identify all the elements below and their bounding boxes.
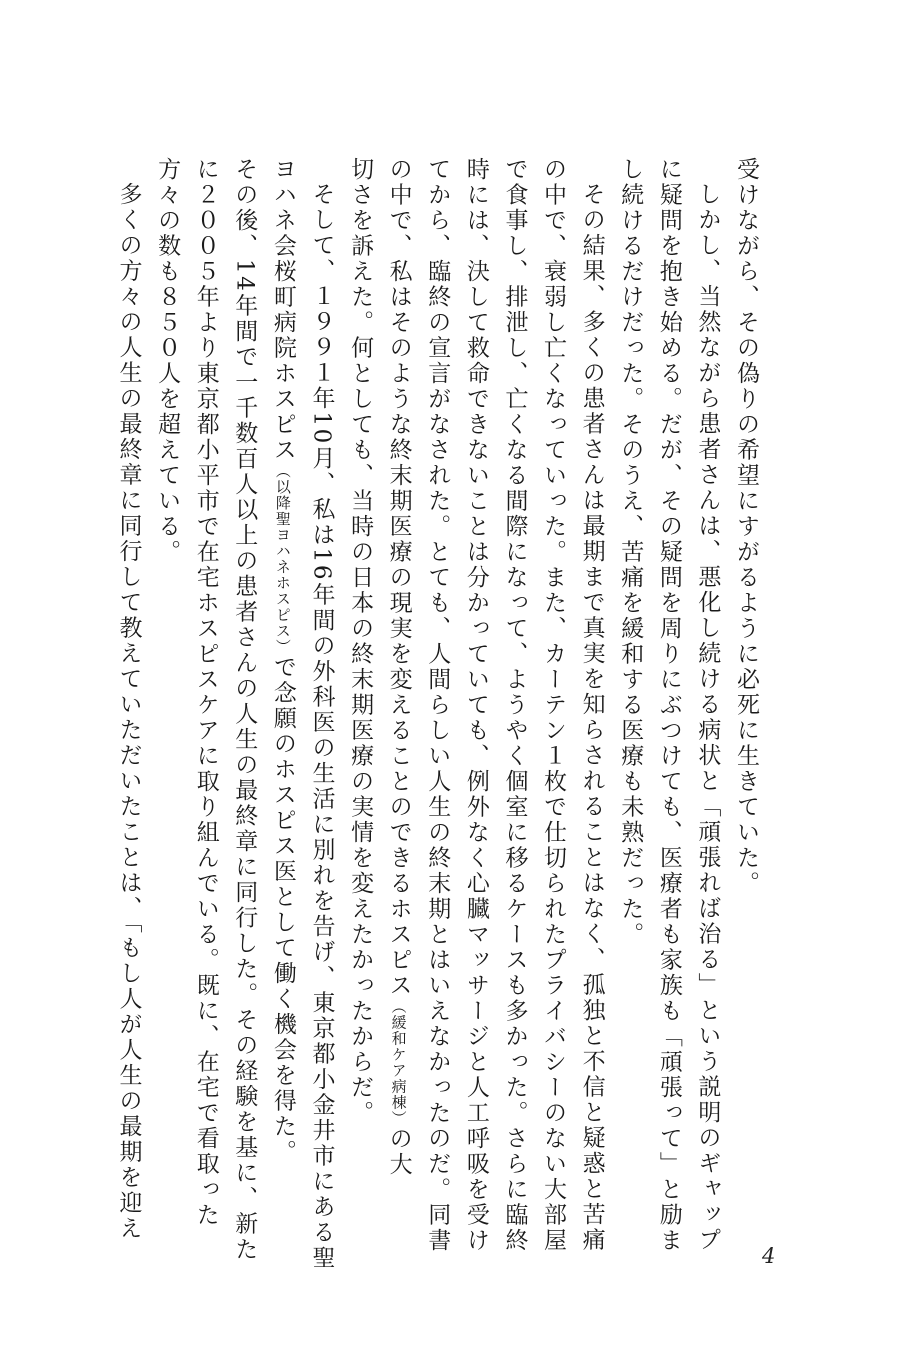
text-line: しかし、当然ながら患者さんは、悪化し続ける病状と「頑張れば治る」という説明のギャップ xyxy=(694,182,721,1254)
text-line: の中で、衰弱し亡くなっていった。また、カーテン１枚で仕切られたプライバシーのない大部屋 xyxy=(540,157,567,1254)
page-number: 4 xyxy=(762,1244,776,1268)
text-line: 方々の数も８５０人を超えている。 xyxy=(154,157,181,565)
text-line: 時には、決して救命できないことは分かっていても、例外なく心臓マッサージと人工呼吸を受け xyxy=(462,157,489,1254)
text-annotation: （緩和ケア病棟） xyxy=(389,998,408,1127)
text-line: に２００５年より東京都小平市で在宅ホスピスケアに取り組んでいる。既に、在宅で看取った xyxy=(192,157,219,1228)
vertical-text-body xyxy=(115,157,765,1271)
text-segment: で念願のホスピス医として働く機会を得た。 xyxy=(269,655,296,1165)
text-line: に疑問を抱き始める。だが、その疑問を周りにぶつけても、医療者も家族も「頑張って」と励ま xyxy=(655,157,682,1254)
text-line xyxy=(379,157,418,1197)
text-line: そして、１９９１年10月、私は16年間の外科医の生活に別れを告げ、東京都小金井市にある聖 xyxy=(308,182,335,1271)
text-line: で食事し、排泄し、亡くなる間際になって、ようやく個室に移るケースも多かった。さらに臨終 xyxy=(501,157,528,1254)
text-line: 切さを訴えた。何としても、当時の日本の終末期医療の実情を変えたかったからだ。 xyxy=(347,157,374,1126)
text-line: し続けるだけだった。そのうえ、苦痛を緩和する医療も未熟だった。 xyxy=(617,157,644,948)
text-line xyxy=(263,157,302,1197)
text-segment: の大 xyxy=(385,1126,412,1178)
text-segment: の中で、私はそのような終末期医療の現実を変えることのできるホスピス xyxy=(385,157,412,999)
text-line: てから、臨終の宣言がなされた。とても、人間らしい人生の終末期とはいえなかったのだ。同書 xyxy=(424,157,451,1254)
text-segment: ヨハネ会桜町病院ホスピス xyxy=(269,157,296,463)
text-line: 多くの方々の人生の最終章に同行して教えていただいたことは、「もし人が人生の最期を迎え xyxy=(115,182,142,1242)
text-line: 受けながら、その偽りの希望にすがるように必死に生きていた。 xyxy=(733,157,759,897)
text-line: その結果、多くの患者さんは最期まで真実を知らされることはなく、孤独と不信と疑惑と苦痛 xyxy=(578,182,605,1254)
text-line: その後、14年間で一千数百人以上の患者さんの人生の最終章に同行した。その経験を基に、新た xyxy=(231,157,258,1263)
text-annotation: （以降聖ヨハネホスピス） xyxy=(273,463,292,655)
